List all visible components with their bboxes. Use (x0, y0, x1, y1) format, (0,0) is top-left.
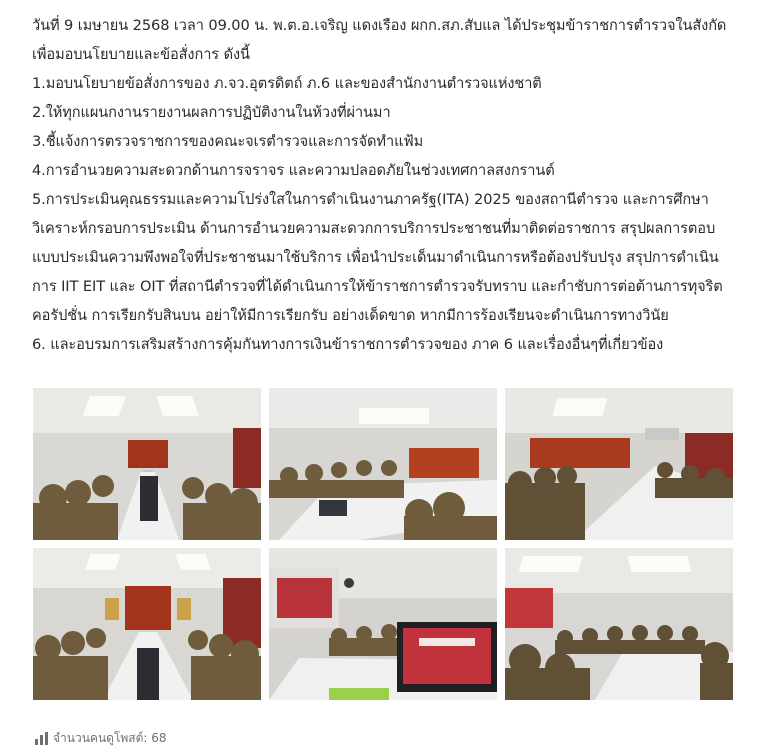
post-line: แบบประเมินความพึงพอใจที่ประชาชนมาใช้บริการ เพื่อนำประเด็นมาดำเนินการหรือต้องปรับปรุง สรุปการดำเนิน (32, 249, 719, 266)
post-line: 5.การประเมินคุณธรรมและความโปร่งใสในการดำเนินงานภาครัฐ(ITA) 2025 ของสถานีตำรวจ และการศึกษา (32, 191, 709, 208)
post-line: 3.ชี้แจ้งการตรวจราชการของคณะจเรตำรวจและการจัดทำแฟ้ม (32, 133, 424, 150)
post-line: 2.ให้ทุกแผนกงานรายงานผลการปฏิบัติงานในห้วงที่ผ่านมา (32, 104, 391, 121)
post-line: 4.การอำนวยความสะดวกด้านการจราจร และความปลอดภัยในช่วงเทศกาลสงกรานต์ (32, 162, 555, 179)
bar-chart-icon (35, 732, 48, 745)
post-line: เพื่อมอบนโยบายและข้อสั่งการ ดังนี้ (32, 46, 250, 63)
post-line: 1.มอบนโยบายข้อสั่งการของ ภ.จว.อุตรดิตถ์ ภ.6 และของสำนักงานตำรวจแห่งชาติ (32, 75, 542, 92)
gallery-photo[interactable] (269, 388, 497, 540)
view-count-label: จำนวนคนดูโพสต์: 68 (53, 731, 167, 745)
gallery-photo[interactable] (505, 388, 733, 540)
post-text (32, 11, 758, 359)
post-line: วันที่ 9 เมษายน 2568 เวลา 09.00 น. พ.ต.อ.เจริญ แดงเรือง ผกก.สภ.สับแล ได้ประชุมข้าราชการตำรวจในสังกัด (32, 17, 727, 34)
photo-gallery (33, 388, 733, 700)
gallery-photo[interactable] (269, 548, 497, 700)
gallery-photo[interactable] (33, 388, 261, 540)
view-count (35, 729, 167, 748)
gallery-photo[interactable] (505, 548, 733, 700)
post-line: คอรัปชั่น การเรียกรับสินบน อย่าให้มีการเรียกรับ อย่างเด็ดขาด หากมีการร้องเรียนจะดำเนินการทางวินัย (32, 307, 669, 324)
gallery-photo[interactable] (33, 548, 261, 700)
post-line: วิเคราะห์กรอบการประเมิน ด้านการอำนวยความสะดวกการบริการประชาชนที่มาติดต่อราชการ สรุปผลการตอบ (32, 220, 716, 237)
post-line: การ IIT EIT และ OIT ที่สถานีตำรวจที่ได้ดำเนินการให้ข้าราชการตำรวจรับทราบ และกำชับการต่อต้านการทุจริต (32, 278, 723, 295)
post-line: 6. และอบรมการเสริมสร้างการคุ้มกันทางการเงินข้าราชการตำรวจของ ภาค 6 และเรื่องอื่นๆที่เกี่ยวข้อง (32, 336, 664, 353)
